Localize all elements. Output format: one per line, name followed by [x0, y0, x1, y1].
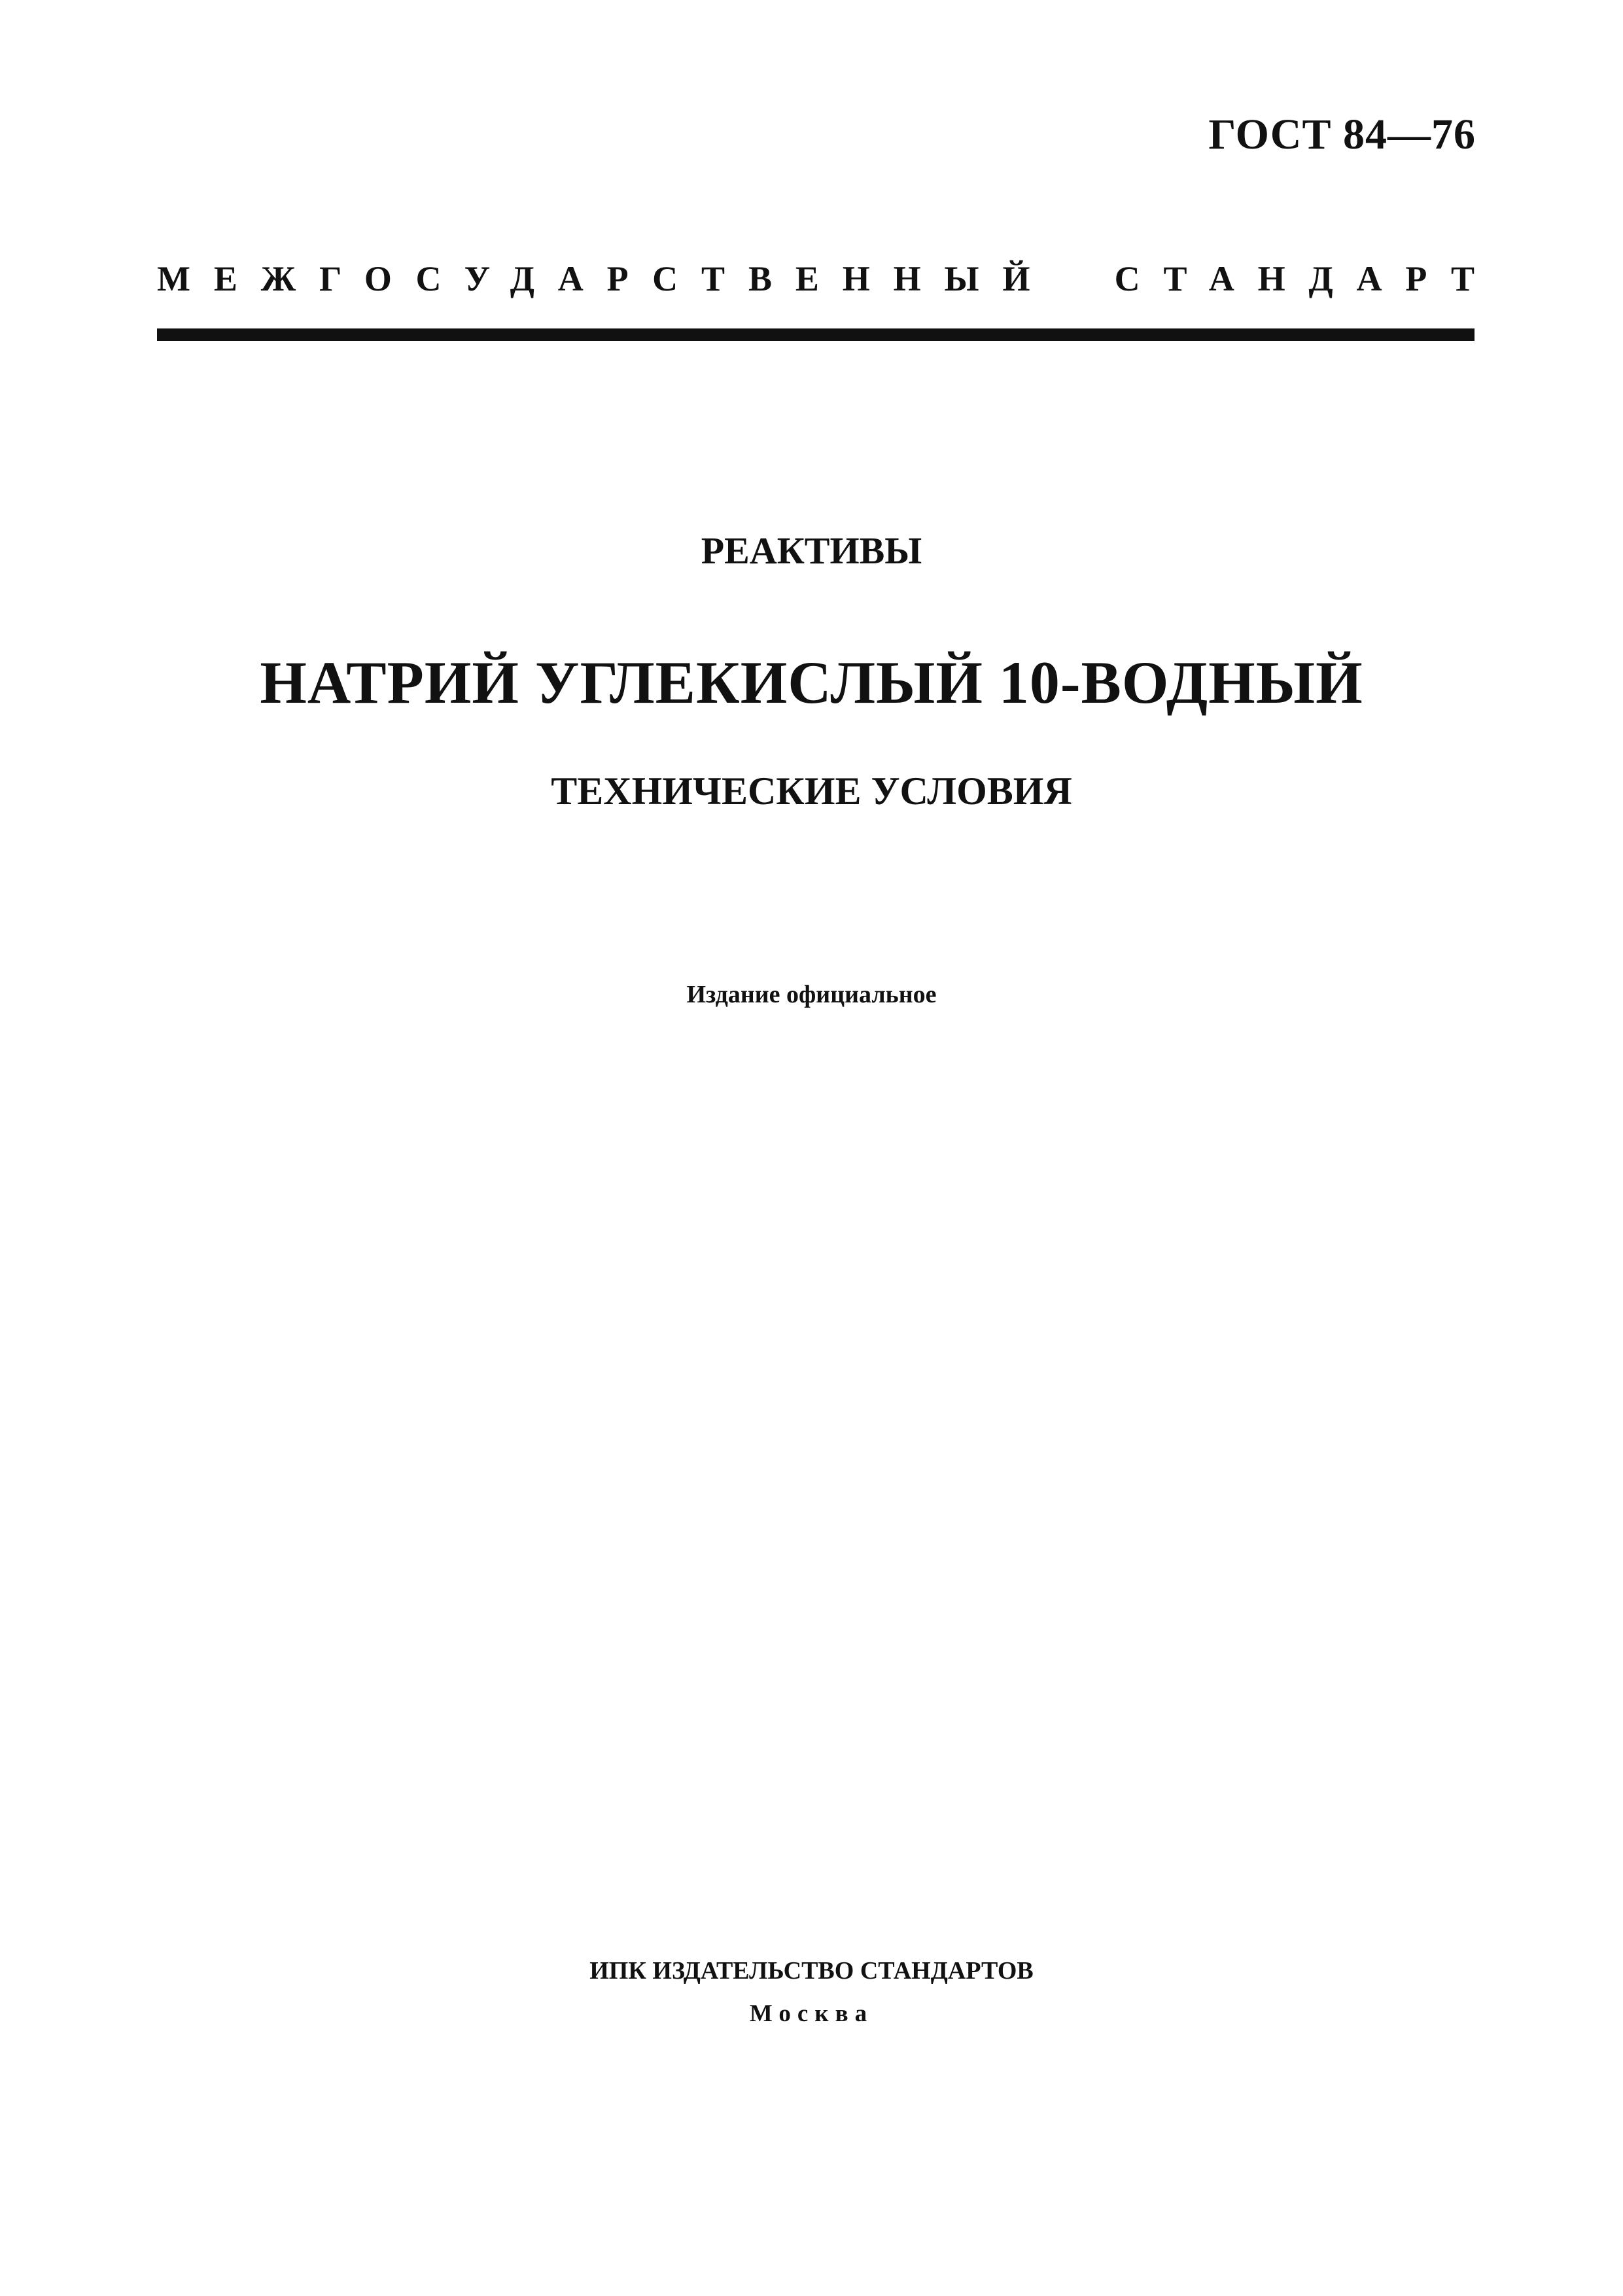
header-rule [157, 328, 1475, 341]
standard-type-banner [157, 258, 1498, 299]
banner-word-standard: СТАНДАРТ [1114, 259, 1498, 298]
document-category: РЕАКТИВЫ [701, 529, 922, 572]
document-subtitle: ТЕХНИЧЕСКИЕ УСЛОВИЯ [551, 769, 1072, 813]
document-title: НАТРИЙ УГЛЕКИСЛЫЙ 10-ВОДНЫЙ [260, 649, 1363, 716]
edition-note: Издание официальное [686, 981, 937, 1008]
banner-word-interstate: МЕЖГОСУДАРСТВЕННЫЙ [157, 259, 1054, 298]
publisher-city: Москва [749, 2000, 874, 2027]
standard-designation: ГОСТ 84—76 [1208, 111, 1476, 158]
publisher-name: ИПК ИЗДАТЕЛЬСТВО СТАНДАРТОВ [589, 1957, 1034, 1985]
